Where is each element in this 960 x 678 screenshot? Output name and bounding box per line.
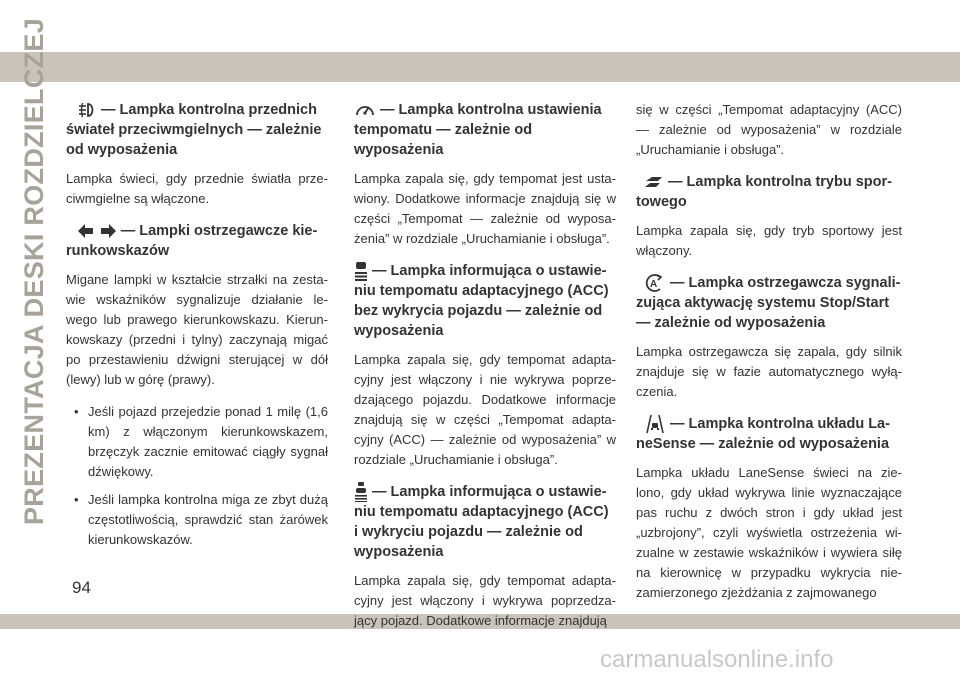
lanesense-icon <box>644 414 666 434</box>
heading-sport-mode: — Lampka kontrolna trybu spor- towego <box>636 174 892 210</box>
body-acc-no-vehicle: Lampka zapala się, gdy tempomat adapta-cyjny jest włączony i nie wykrywa poprze-dzającego pojazdu. Dodatkowe informacje znajdują się w części „Tempomat adapta-cyjny (ACC) — zależnie od wyposażenia” w rozdziale „Uruchamianie i obsługa”. <box>354 352 616 468</box>
body-front-fog-lights: Lampka świeci, gdy przednie światła prze-ciwmgielne są włączone. <box>66 171 328 206</box>
turn-signal-arrows-icon <box>77 223 117 239</box>
top-band <box>0 52 960 82</box>
page-number: 94 <box>72 578 91 597</box>
front-fog-light-icon <box>77 102 97 118</box>
body-turn-signals: Migane lampki w kształcie strzałki na zesta-wie wskaźników sygnalizuje działanie le-wego lub prawego kierunkowskazu. Kierun-kowskazy (przedni i tylny) zaczynają migać po przestawieniu dźwigni sterującej w dół (lewy) lub w górę (prawy). <box>66 272 328 387</box>
heading-turn-signals: — Lampki ostrzegawcze kie- runkowskazów <box>66 223 318 259</box>
acc-no-vehicle-icon <box>354 261 368 281</box>
column-3 <box>636 100 902 615</box>
column-2 <box>354 100 616 643</box>
heading-acc-no-vehicle: — Lampka informująca o ustawie- niu tempomatu adaptacyjnego (ACC) bez wykrycia pojazdu — zależnie od wyposażenia <box>354 263 609 340</box>
heading-cruise-control-set: — Lampka kontrolna ustawienia tempomatu — zależnie od wyposażenia <box>354 102 602 158</box>
body-lanesense: Lampka układu LaneSense świeci na zie-lono, gdy układ wykrywa linie wyznaczające pas ruchu z dwóch stron i gdy układ jest „uzbrojony”, czyli wyświetla ostrzeżenia wi-zualne w zestawie wskaźników i wywiera siłę na kierownicę w przypadku wykrycia nie-zamierzonego zjeżdżania z zajmowanego <box>636 465 902 601</box>
heading-front-fog-lights: — Lampka kontrolna przednich świateł przeciwmgielnych — zależnie od wyposażenia <box>66 102 322 158</box>
acc-vehicle-detected-icon <box>354 482 368 502</box>
heading-acc-vehicle-detected: — Lampka informująca o ustawie- niu tempomatu adaptacyjnego (ACC) i wykryciu pojazdu — zależnie od wyposażenia <box>354 484 609 561</box>
list-item: • Jeśli pojazd przejedzie ponad 1 milę (1,6 km) z włączonym kierunkowskazem, brzęczyk zacznie emitować ciągły sygnał dźwiękowy. <box>74 404 328 479</box>
heading-stop-start: A — Lampka ostrzegawcza sygnali- zująca aktywację systemu Stop/Start — zależnie od wyposażenia <box>636 275 901 332</box>
watermark: carmanualsonline.info <box>600 646 834 673</box>
body-acc-vehicle-detected: Lampka zapala się, gdy tempomat adapta-cyjny jest włączony i wykrywa poprzedza-jący pojazd. Dodatkowe informacje znajdują <box>354 573 616 629</box>
column-1 <box>66 100 328 558</box>
body-cruise-control-set: Lampka zapala się, gdy tempomat jest usta-wiony. Dodatkowe informacje znajdują się w części „Tempomat — zależnie od wyposa-żenia” w rozdziale „Uruchamianie i obsługa”. <box>354 171 616 246</box>
body-continued: się w części „Tempomat adaptacyjny (ACC) — zależnie od wyposażenia” w rozdziale „Uruchamianie i obsługa”. <box>636 102 902 157</box>
body-sport-mode: Lampka zapala się, gdy tryb sportowy jest włączony. <box>636 223 902 258</box>
body-stop-start: Lampka ostrzegawcza się zapala, gdy silnik znajduje się w fazie automatycznego wyłą-czenia. <box>636 344 902 400</box>
sport-mode-icon <box>644 175 664 189</box>
stop-start-icon <box>644 273 666 293</box>
chapter-side-title: PREZENTACJA DESKI ROZDZIELCZEJ <box>19 17 49 525</box>
heading-lanesense: — Lampka kontrolna układu La- neSense — zależnie od wyposażenia <box>636 416 890 453</box>
cruise-control-icon <box>354 102 376 118</box>
svg-text:A: A <box>650 279 658 291</box>
bullet-list <box>66 402 328 550</box>
list-item: • Jeśli lampka kontrolna miga ze zbyt dużą częstotliwością, sprawdzić stan żarówek kierunkowskazów. <box>74 492 328 547</box>
